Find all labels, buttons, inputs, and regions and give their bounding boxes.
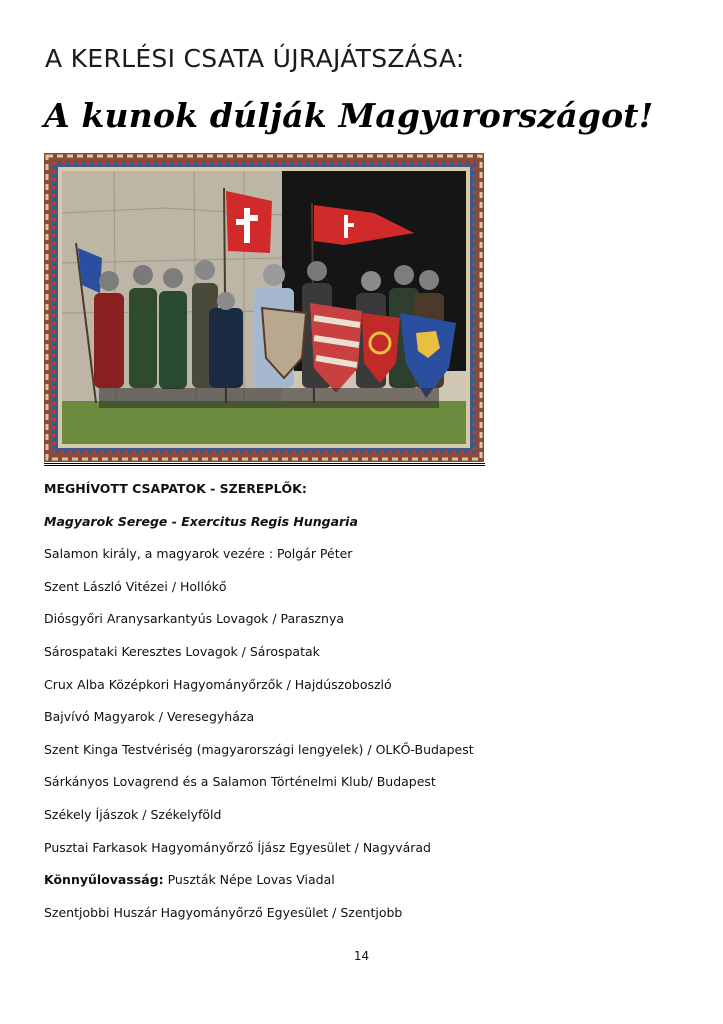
light-cavalry-label: Könnyűlovasság:	[44, 872, 164, 888]
divider-rule	[44, 463, 485, 466]
list-item: Sárospataki Keresztes Lovagok / Sárospatak	[44, 643, 320, 659]
page-subtitle: A kunok dúlják Magyarországot!	[44, 96, 654, 135]
light-cavalry-value: Puszták Népe Lovas Viadal	[163, 872, 335, 888]
list-item: Székely Íjászok / Székelyföld	[44, 806, 222, 822]
page-number: 14	[353, 949, 370, 963]
participants-list	[44, 481, 684, 937]
list-heading: MEGHÍVOTT CSAPATOK - SZEREPLŐK:	[44, 481, 307, 496]
list-item: Bajvívó Magyarok / Veresegyháza	[44, 709, 255, 725]
list-item: Pusztai Farkasok Hagyományőrző Íjász Egyesület / Nagyvárad	[44, 839, 431, 855]
army-name: Magyarok Serege - Exercitus Regis Hungaria	[44, 513, 358, 529]
list-item: Szentjobbi Huszár Hagyományőrző Egyesület / Szentjobb	[44, 904, 403, 920]
reenactors-photo	[44, 153, 484, 462]
list-item: Szent Kinga Testvériség (magyarországi lengyelek) / OLKŐ-Budapest	[44, 741, 474, 757]
list-item: Diósgyőri Aranysarkantyús Lovagok / Parasznya	[44, 611, 345, 627]
list-item: Crux Alba Középkori Hagyományőrzők / Hajdúszoboszló	[44, 676, 392, 692]
list-item: Szent László Vitézei / Hollókő	[44, 578, 227, 594]
page-title: A KERLÉSI CSATA ÚJRAJÁTSZÁSA:	[45, 44, 465, 73]
list-item: Sárkányos Lovagrend és a Salamon Történelmi Klub/ Budapest	[44, 774, 436, 790]
list-item: Salamon király, a magyarok vezére : Polgár Péter	[44, 546, 353, 562]
list-item-light-cavalry	[44, 872, 684, 905]
